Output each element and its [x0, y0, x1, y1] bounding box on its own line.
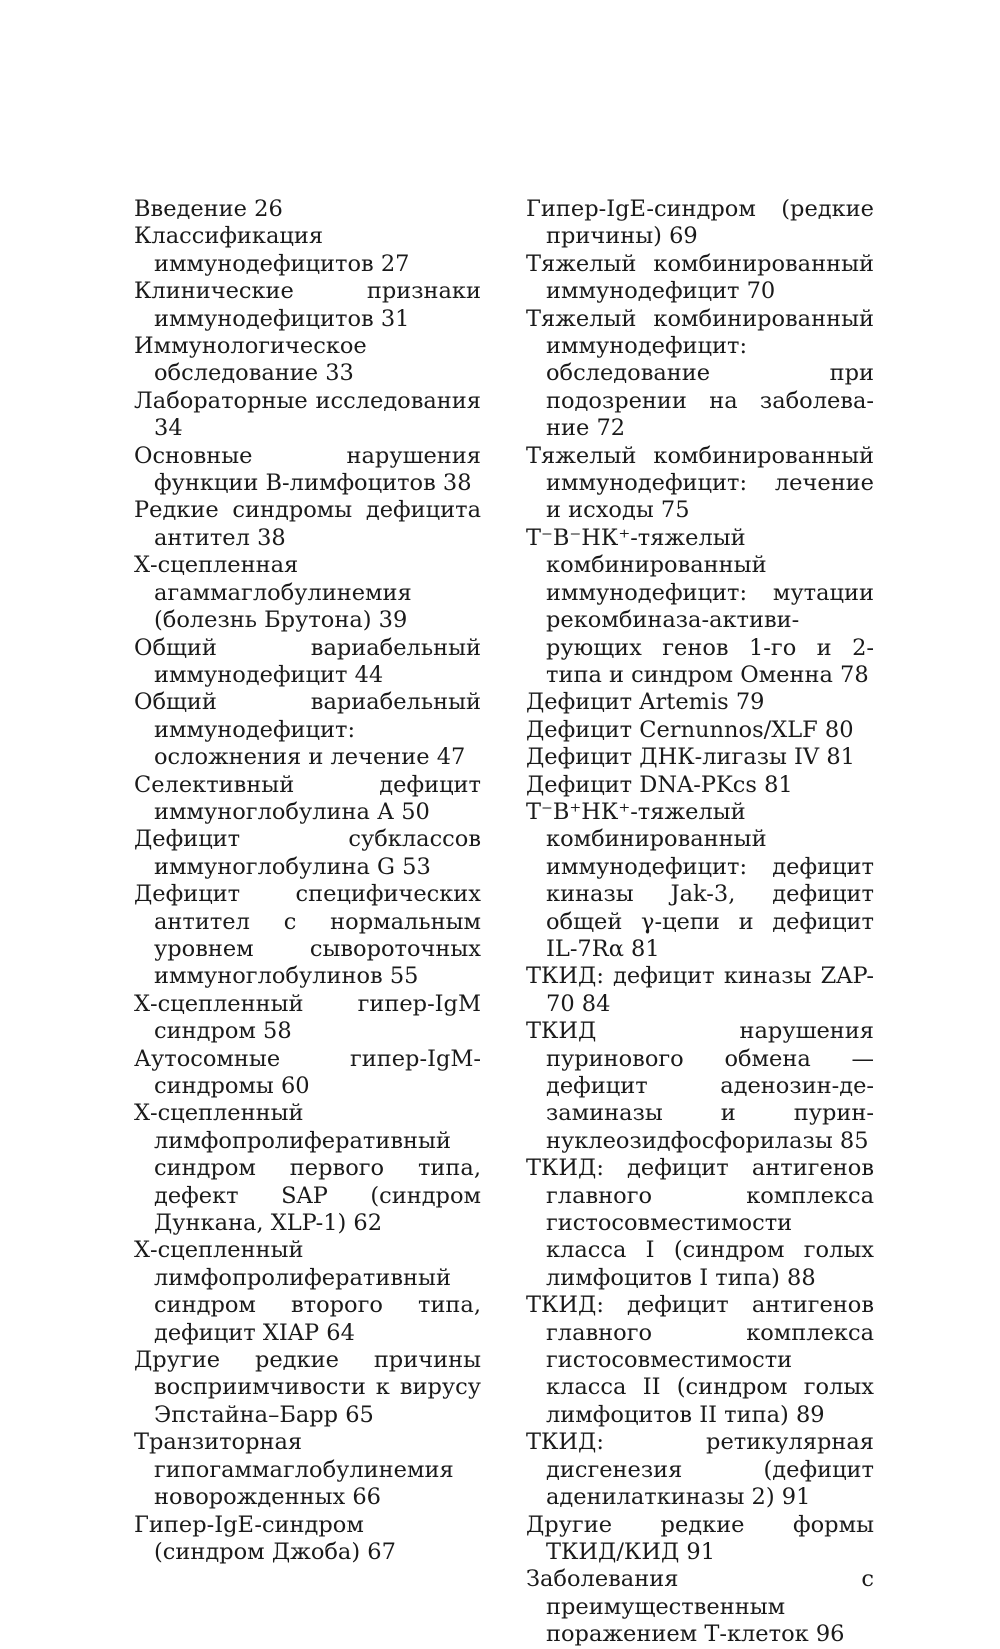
toc-entry: Лабораторные исследования 34 — [134, 387, 481, 442]
toc-entry: ТКИД нарушения пуринового обмена — дефицит аденозин-дезаминазы и пурин-нуклеозидфосфорилазы 85 — [526, 1018, 874, 1154]
toc-entry: Введение 26 — [134, 196, 283, 222]
toc-entry: Дефицит Artemis 79 — [526, 689, 765, 716]
toc-entry: Тяжелый комбинированный иммунодефицит: лечение и исходы 75 — [526, 442, 874, 524]
toc-column-left — [134, 196, 481, 1566]
toc-entry: ТКИД: дефицит киназы ZAP-70 84 — [526, 963, 874, 1017]
toc-entry: Общий вариабельный иммунодефицит: осложнения и лечение 47 — [134, 689, 481, 771]
toc-entry: Основные нарушения функции В-лимфоцитов 38 — [134, 442, 481, 497]
toc-entry: Х-сцепленный лимфопролиферативный синдром второго типа, дефицит XIAP 64 — [134, 1237, 481, 1346]
toc-entry: Селективный дефицит иммуноглобулина А 50 — [134, 771, 481, 825]
toc-entry: Дефицит Cernunnos/XLF 80 — [526, 716, 854, 743]
toc-entry: ТКИД: дефицит антигенов главного комплекса гистосовместимости класса II (синдром голых лимфоцитов II типа) 89 — [526, 1292, 874, 1428]
toc-entry: Т⁻В⁻НК⁺-тяжелый комбинированный иммунодефицит: мутации рекомбиназа-активирующих генов 1-го и 2-типа и синдром Оменна 78 — [526, 524, 874, 688]
toc-column-right — [526, 196, 874, 1649]
toc-entry: Х-сцепленный лимфопролиферативный синдром первого типа, дефект SAP (синдром Дункана, XLP-1) 62 — [134, 1100, 481, 1237]
toc-entry: Заболевания с преимущественным поражением Т-клеток 96 — [526, 1566, 874, 1648]
toc-entry: Транзиторная гипогаммаглобулинемия новорожденных 66 — [134, 1429, 454, 1511]
toc-entry: ТКИД: дефицит антигенов главного комплекса гистосовместимости класса I (синдром голых лимфоцитов I типа) 88 — [526, 1155, 874, 1291]
toc-entry: Т⁻В⁺НК⁺-тяжелый комбинированный иммунодефицит: дефицит киназы Jak-3, дефицит общей γ-цепи и дефицит IL-7Rα 81 — [526, 798, 874, 962]
toc-entry: Общий вариабельный иммунодефицит 44 — [134, 634, 481, 688]
toc-entry: Дефицит субклассов иммуноглобулина G 53 — [134, 826, 481, 880]
toc-entry: Классификация иммунодефицитов 27 — [134, 223, 410, 277]
toc-entry: Дефицит специфических антител с нормальным уровнем сывороточных иммуноглобулинов 55 — [134, 881, 481, 990]
toc-entry: Дефицит ДНК-лигазы IV 81 — [526, 744, 855, 771]
toc-entry: Другие редкие причины восприимчивости к вирусу Эпстайна–Барр 65 — [134, 1347, 481, 1428]
toc-entry: Редкие синдромы дефицита антител 38 — [134, 497, 481, 551]
toc-entry: Другие редкие формы ТКИД/КИД 91 — [526, 1511, 874, 1565]
toc-entry: Клинические признаки иммунодефицитов 31 — [134, 278, 481, 332]
toc-entry: Аутосомные гипер-IgM-синдромы 60 — [134, 1045, 481, 1099]
toc-entry: Тяжелый комбинированный иммунодефицит 70 — [526, 250, 874, 305]
toc-entry: Иммунологическое обследование 33 — [134, 333, 367, 387]
toc-entry: ТКИД: ретикулярная дисгенезия (дефицит аденилаткиназы 2) 91 — [526, 1429, 874, 1511]
toc-entry: Гипер-IgE-синдром (редкие причины) 69 — [526, 196, 874, 250]
toc-entry: Х-сцепленный гипер-IgM синдром 58 — [134, 990, 481, 1045]
toc-entry: Дефицит DNA-PKcs 81 — [526, 771, 793, 798]
toc-entry: Гипер-IgE-синдром (синдром Джоба) 67 — [134, 1511, 396, 1565]
toc-entry: Х-сцепленная агаммаглобулинемия (болезнь Брутона) 39 — [134, 552, 412, 634]
toc-entry: Тяжелый комбинированный иммунодефицит: обследование при подозрении на заболевание 72 — [526, 305, 874, 442]
